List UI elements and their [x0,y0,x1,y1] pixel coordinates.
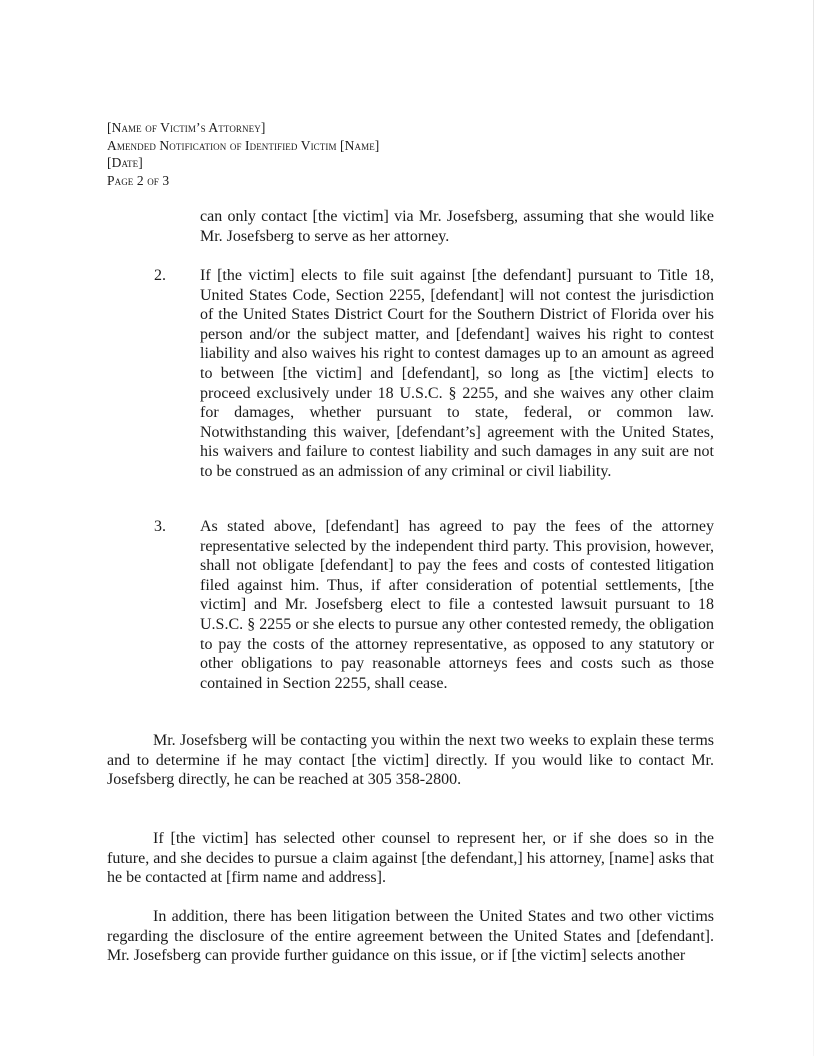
continued-paragraph: can only contact [the victim] via Mr. Josefsberg, assuming that she would like Mr. Josefsberg to serve as her attorney. [200,208,714,245]
header-page-number: Page 2 of 3 [107,172,170,188]
scan-edge-line [813,0,814,1056]
numbered-item-3 [107,517,714,693]
header-attorney-name: [Name of Victim’s Attorney] [107,120,266,135]
item-number: 2. [154,267,166,284]
item-text: As stated above, [defendant] has agreed to pay the fees of the attorney representative selected by the independent third party. This provision, however, shall not obligate [defendant] to pay the fees and costs of contested litigation filed against him. Thus, if after consideration of potential settlements, [the victim] and Mr. Josefsberg elect to file a contested lawsuit pursuant to 18 U.S.C. § 2255 or she elects to pursue any other contested remedy, the obligation to pay the costs of the attorney representative, as opposed to any statutory or other obligations to pay reasonable attorneys fees and costs such as those contained in Section 2255, shall cease. [200,518,714,692]
header-subject: Amended Notification of Identified Victim [Name] [107,137,380,153]
item-number: 3. [154,518,166,535]
header-date: [Date] [107,155,143,170]
paragraph-other-counsel: If [the victim] has selected other counsel to represent her, or if she does so in the future, and she decides to pursue a claim against [the defendant,] his attorney, [name] asks that he be contacted at [firm name and address]. [107,830,714,887]
numbered-item-2 [107,266,714,482]
item-text: If [the victim] elects to file suit against [the defendant] pursuant to Title 18, United States Code, Section 2255, [defendant] will not contest the jurisdiction of the United States District Court for the Southern District of Florida over his person and/or the subject matter, and [defendant] waives his right to contest liability and also waives his right to contest damages up to an amount as agreed to between [the victim] and [defendant], so long as [the victim] elects to proceed exclusively under 18 U.S.C. § 2255, and she waives any other claim for damages, whether pursuant to state, federal, or common law. Notwithstanding this waiver, [defendant’s] agreement with the United States, his waivers and failure to contest liability and such damages in any suit are not to be construed as an admission of any criminal or civil liability. [200,267,714,480]
letter-header [107,119,379,189]
paragraph-contact: Mr. Josefsberg will be contacting you within the next two weeks to explain these terms and to determine if he may contact [the victim] directly. If you would like to contact Mr. Josefsberg directly, he can be reached at 305 358-2800. [107,732,714,789]
paragraph-litigation: In addition, there has been litigation between the United States and two other victims regarding the disclosure of the entire agreement between the United States and [defendant]. Mr. Josefsberg can provide further guidance on this issue, or if [the victim] selects another [107,908,714,965]
